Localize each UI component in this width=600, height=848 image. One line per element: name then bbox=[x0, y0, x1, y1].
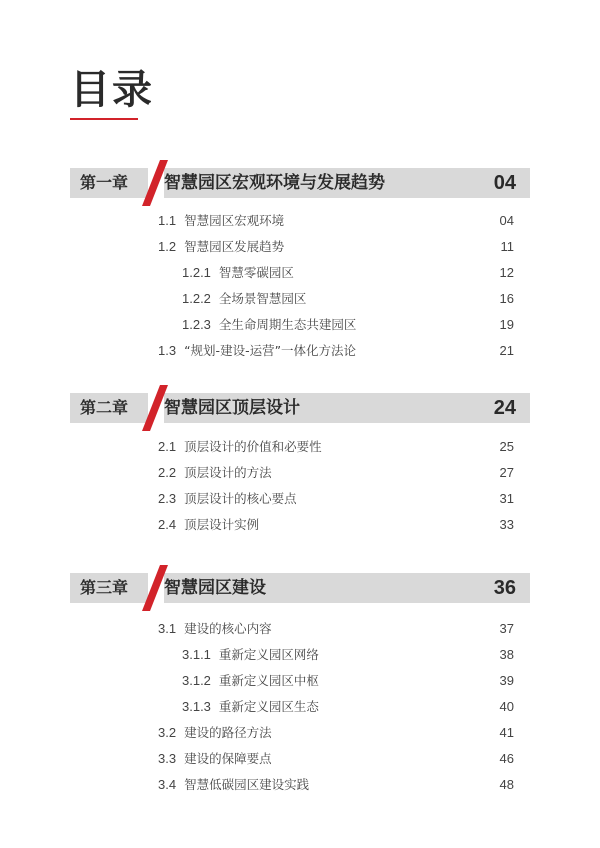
toc-entry[interactable] bbox=[182, 672, 319, 690]
toc-entry[interactable] bbox=[182, 646, 319, 664]
toc-entry[interactable] bbox=[158, 776, 309, 794]
toc-entry[interactable] bbox=[182, 290, 306, 308]
entry-title: 顶层设计的核心要点 bbox=[184, 491, 297, 506]
entry-number: 2.1 bbox=[158, 439, 177, 454]
toc-entry[interactable] bbox=[158, 750, 272, 768]
entry-title: 全生命周期生态共建园区 bbox=[218, 317, 357, 332]
entry-number: 2.4 bbox=[158, 517, 177, 532]
toc-entry[interactable] bbox=[158, 342, 356, 360]
chapter-2-header[interactable] bbox=[70, 393, 530, 423]
entry-title: 智慧低碳园区建设实践 bbox=[184, 777, 310, 792]
entry-number: 1.2.1 bbox=[182, 265, 211, 280]
entry-number: 1.2 bbox=[158, 239, 177, 254]
chapter-label: 第三章 bbox=[80, 578, 129, 597]
toc-entry[interactable] bbox=[158, 438, 322, 456]
entry-title: 顶层设计实例 bbox=[184, 517, 260, 532]
chapter-page-number: 36 bbox=[493, 577, 516, 599]
entry-title: 建设的保障要点 bbox=[184, 751, 272, 766]
toc-entry[interactable] bbox=[158, 238, 284, 256]
entry-number: 2.3 bbox=[158, 491, 177, 506]
entry-title: 重新定义园区网络 bbox=[218, 647, 319, 662]
entry-page-number: 33 bbox=[499, 517, 514, 532]
chapter-title: 智慧园区宏观环境与发展趋势 bbox=[164, 173, 385, 193]
entry-title: 全场景智慧园区 bbox=[218, 291, 307, 306]
chapter-3-header[interactable] bbox=[70, 573, 530, 603]
chapter-page-number: 24 bbox=[493, 397, 516, 419]
entry-page-number: 12 bbox=[499, 265, 514, 280]
toc-entry[interactable] bbox=[182, 316, 356, 334]
page-title: 目录 bbox=[70, 67, 154, 113]
entry-title: 智慧园区宏观环境 bbox=[184, 213, 285, 228]
entry-number: 3.1.3 bbox=[182, 699, 211, 714]
entry-number: 1.3 bbox=[158, 343, 177, 358]
entry-page-number: 16 bbox=[499, 291, 514, 306]
entry-title: 智慧园区发展趋势 bbox=[184, 239, 285, 254]
chapter-page-number: 04 bbox=[493, 172, 516, 194]
toc-entry[interactable] bbox=[182, 264, 294, 282]
entry-page-number: 39 bbox=[499, 673, 514, 688]
entry-page-number: 41 bbox=[499, 725, 514, 740]
entry-number: 1.2.3 bbox=[182, 317, 211, 332]
toc-entry[interactable] bbox=[158, 464, 272, 482]
entry-page-number: 48 bbox=[499, 777, 514, 792]
entry-number: 1.1 bbox=[158, 213, 177, 228]
chapter-title: 智慧园区建设 bbox=[164, 578, 266, 598]
toc-entry[interactable] bbox=[158, 516, 259, 534]
chapter-label: 第二章 bbox=[80, 398, 129, 417]
entry-page-number: 19 bbox=[499, 317, 514, 332]
toc-entry[interactable] bbox=[158, 212, 284, 230]
entry-title: 顶层设计的价值和必要性 bbox=[184, 439, 322, 454]
entry-number: 2.2 bbox=[158, 465, 177, 480]
entry-page-number: 04 bbox=[499, 213, 514, 228]
title-underline bbox=[70, 118, 138, 120]
entry-title: 重新定义园区中枢 bbox=[218, 673, 319, 688]
entry-page-number: 25 bbox=[499, 439, 514, 454]
entry-page-number: 11 bbox=[500, 239, 514, 254]
entry-title: “规划-建设-运营”一体化方法论 bbox=[184, 343, 357, 358]
chapter-title: 智慧园区顶层设计 bbox=[164, 398, 300, 418]
entry-number: 3.4 bbox=[158, 777, 177, 792]
entry-title: 顶层设计的方法 bbox=[184, 465, 272, 480]
chapter-label: 第一章 bbox=[80, 173, 129, 192]
toc-entry[interactable] bbox=[158, 724, 272, 742]
chapter-1-header[interactable] bbox=[70, 168, 530, 198]
entry-number: 3.1.1 bbox=[182, 647, 211, 662]
toc-entry[interactable] bbox=[158, 490, 297, 508]
entry-number: 1.2.2 bbox=[182, 291, 211, 306]
toc-entry[interactable] bbox=[182, 698, 319, 716]
entry-title: 重新定义园区生态 bbox=[218, 699, 319, 714]
entry-page-number: 27 bbox=[499, 465, 514, 480]
entry-page-number: 37 bbox=[499, 621, 514, 636]
entry-title: 智慧零碳园区 bbox=[218, 265, 294, 280]
entry-number: 3.2 bbox=[158, 725, 177, 740]
entry-number: 3.1 bbox=[158, 621, 177, 636]
toc-entry[interactable] bbox=[158, 620, 272, 638]
entry-page-number: 21 bbox=[499, 343, 514, 358]
entry-page-number: 40 bbox=[499, 699, 514, 714]
entry-number: 3.3 bbox=[158, 751, 177, 766]
entry-page-number: 31 bbox=[499, 491, 514, 506]
entry-page-number: 38 bbox=[499, 647, 514, 662]
entry-page-number: 46 bbox=[499, 751, 514, 766]
entry-number: 3.1.2 bbox=[182, 673, 211, 688]
entry-title: 建设的核心内容 bbox=[184, 621, 272, 636]
entry-title: 建设的路径方法 bbox=[184, 725, 272, 740]
